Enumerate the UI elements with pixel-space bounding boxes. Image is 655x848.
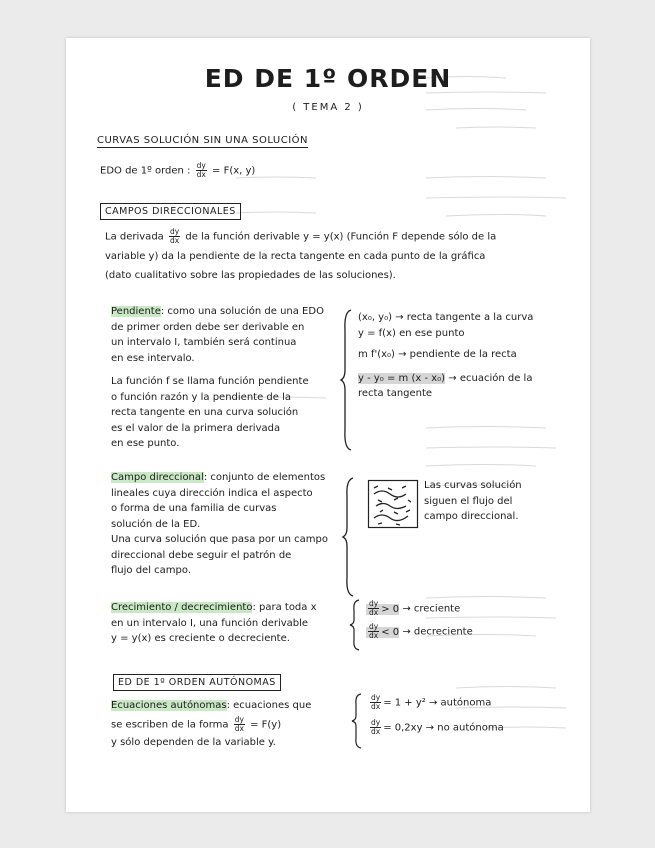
- autonomas-l2b: = F(y): [250, 719, 282, 730]
- crecimiento-l3: y = y(x) es creciente o decreciente.: [111, 633, 290, 644]
- section-heading-campos: CAMPOS DIRECCIONALES: [100, 203, 241, 220]
- crecimiento-term: Crecimiento / decrecimiento: [111, 602, 253, 613]
- crecimiento-brace-icon: [350, 600, 360, 650]
- campo-r2: siguen el flujo del: [424, 495, 513, 507]
- campo-l3: o forma de una familia de curvas: [111, 503, 277, 514]
- section-heading-autonomas: ED DE 1º ORDEN AUTÓNOMAS: [113, 674, 281, 691]
- autonomas-frac-den: dx: [234, 723, 244, 733]
- crecimiento-r2-num: dy: [369, 622, 379, 631]
- campos-paragraph: [105, 228, 575, 283]
- campos-frac-den: dx: [169, 236, 180, 245]
- crecimiento-r1-txt: → creciente: [402, 603, 461, 615]
- campo-l5: Una curva solución que pasa por un campo: [111, 534, 328, 545]
- pendiente-block: [111, 304, 336, 452]
- campo-l7: flujo del campo.: [111, 565, 192, 576]
- autonomas-r2-num: dy: [371, 718, 381, 727]
- campos-line1a: La derivada: [105, 231, 164, 243]
- crecimiento-r1-cmp: > 0: [381, 603, 400, 615]
- crecimiento-r2-fraction: [368, 623, 379, 640]
- edo-definition: [100, 162, 255, 179]
- campo-block: [111, 470, 336, 579]
- pendiente-p2-l2: o función razón y la pendiente de la: [111, 391, 291, 403]
- autonomas-right: [368, 694, 578, 736]
- campos-frac-num: dy: [169, 227, 180, 236]
- crecimiento-l2: en un intervalo I, una función derivable: [111, 617, 309, 629]
- crecimiento-block: [111, 600, 336, 647]
- page-subtitle: ( TEMA 2 ): [292, 102, 364, 113]
- autonomas-r1: = 1 + y² → autónoma: [383, 697, 492, 709]
- pendiente-l1: : como una solución de una EDO: [160, 306, 324, 317]
- autonomas-r1-den: dx: [371, 702, 381, 711]
- pendiente-right: [358, 310, 583, 402]
- edo-rhs: = F(x, y): [212, 165, 256, 177]
- campos-fraction: [169, 228, 180, 245]
- crecimiento-r1-fraction: [368, 600, 379, 617]
- crecimiento-right: [366, 600, 566, 640]
- pendiente-r4b: → ecuación de la: [448, 372, 533, 384]
- crecimiento-r2-highlight: [366, 622, 400, 640]
- pendiente-l2: de primer orden debe ser derivable en: [111, 321, 305, 333]
- pendiente-p2-l5: en ese punto.: [111, 438, 180, 449]
- page-title: ED DE 1º ORDEN: [204, 64, 452, 93]
- autonomas-fraction: [234, 716, 245, 733]
- pendiente-r4a: y - y₀ = m (x - x₀): [358, 372, 446, 384]
- edo-fraction: [196, 162, 207, 179]
- campos-line1b: de la función derivable y = y(x) (Función F depende sólo de la: [185, 231, 497, 243]
- section-heading-curvas: CURVAS SOLUCIÓN SIN UNA SOLUCIÓN: [97, 135, 309, 146]
- autonomas-brace-icon: [352, 694, 362, 748]
- autonomas-block: [111, 698, 351, 750]
- pendiente-l3: un intervalo I, también será continua: [111, 337, 297, 348]
- crecimiento-r1-highlight: [366, 599, 400, 617]
- autonomas-r1-num: dy: [371, 693, 381, 702]
- campos-line3: (dato cualitativo sobre las propiedades de las soluciones).: [105, 269, 396, 281]
- pendiente-p2-l4: es el valor de la primera derivada: [111, 422, 281, 434]
- autonomas-term: Ecuaciones autónomas: [111, 700, 227, 711]
- campo-l6: direccional debe seguir el patrón de: [111, 549, 292, 561]
- edo-frac-den: dx: [196, 170, 206, 179]
- pendiente-p2-l1: La función f se llama función pendiente: [111, 376, 309, 387]
- campos-line2: variable y) da la pendiente de la recta tangente en cada punto de la gráfica: [105, 251, 486, 262]
- pendiente-term: Pendiente: [111, 306, 161, 317]
- pendiente-brace-icon: [341, 310, 353, 450]
- campo-r3: campo direccional.: [424, 511, 519, 522]
- pendiente-r1: (x₀, y₀) → recta tangente a la curva: [358, 312, 534, 323]
- campo-r1: Las curvas solución: [424, 480, 522, 491]
- pendiente-r5: recta tangente: [358, 388, 433, 399]
- autonomas-r2-den: dx: [371, 727, 381, 736]
- autonomas-l1: : ecuaciones que: [226, 700, 312, 711]
- autonomas-r1-fraction: [370, 694, 381, 711]
- pendiente-p2-l3: recta tangente en una curva solución: [111, 407, 299, 418]
- crecimiento-r1-den: dx: [369, 608, 379, 617]
- autonomas-l2a: se escriben de la forma: [111, 719, 229, 730]
- autonomas-r2-fraction: [370, 719, 381, 736]
- crecimiento-r2-cmp: < 0: [381, 626, 400, 638]
- pendiente-r3: m f'(x₀) → pendiente de la recta: [358, 349, 517, 360]
- campo-l4: solución de la ED.: [111, 518, 201, 530]
- campo-l1: : conjunto de elementos: [203, 472, 326, 483]
- edo-prefix: EDO de 1º orden :: [100, 165, 191, 177]
- crecimiento-l1: : para toda x: [252, 602, 317, 613]
- campo-brace-icon: [343, 478, 355, 596]
- notebook-page: [66, 38, 590, 812]
- autonomas-l3: y sólo dependen de la variable y.: [111, 736, 276, 748]
- crecimiento-r2-txt: → decreciente: [402, 626, 473, 638]
- crecimiento-r2-den: dx: [369, 631, 379, 640]
- pendiente-r2: y = f(x) en ese punto: [358, 327, 465, 339]
- campo-term: Campo direccional: [111, 472, 204, 483]
- edo-frac-num: dy: [196, 161, 206, 170]
- crecimiento-r1-num: dy: [369, 599, 379, 608]
- campo-l2: lineales cuya dirección indica el aspecto: [111, 487, 313, 499]
- autonomas-r2: = 0,2xy → no autónoma: [383, 722, 504, 734]
- campo-right: [424, 478, 574, 525]
- direction-field-sketch-icon: [368, 480, 418, 528]
- pendiente-l4: en ese intervalo.: [111, 352, 195, 364]
- autonomas-frac-num: dy: [234, 714, 244, 724]
